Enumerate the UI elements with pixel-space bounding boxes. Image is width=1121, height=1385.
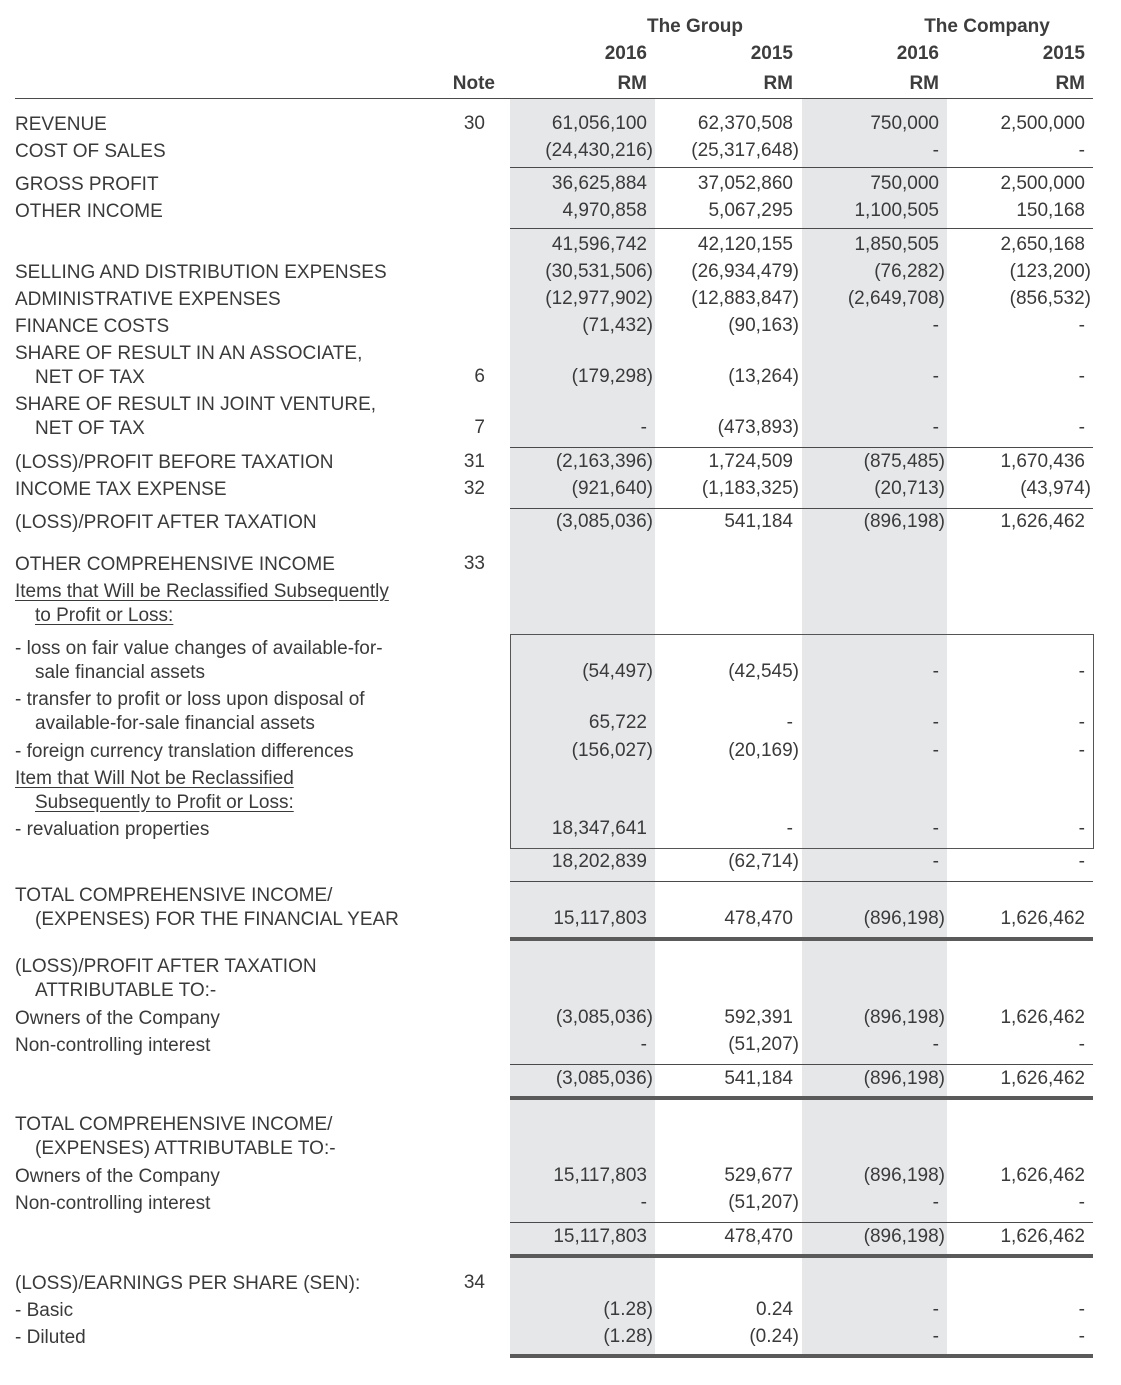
label-continuation: NET OF TAX <box>35 367 145 388</box>
label-line: TOTAL COMPREHENSIVE INCOME/ <box>15 1114 333 1135</box>
label-line: - revaluation properties <box>15 819 210 840</box>
company-2015-value: 1,626,462 <box>1000 908 1085 929</box>
total-double-rule <box>510 937 1093 941</box>
company-2016-value: 1,850,505 <box>854 234 939 255</box>
company-2016-value: - <box>932 1299 939 1320</box>
group-2015-value: (0.24) <box>749 1326 799 1347</box>
label-continuation: available-for-sale financial assets <box>35 713 315 734</box>
group-2015-value: - <box>786 818 793 839</box>
company-2016-value: (76,282) <box>874 261 945 282</box>
label-line: - transfer to profit or loss upon disposal of <box>15 689 365 710</box>
note-header: Note <box>452 73 495 94</box>
company-2015-value: 2,650,168 <box>1000 234 1085 255</box>
line-item-label <box>15 1034 210 1058</box>
company-2016-value: - <box>932 818 939 839</box>
group-2015-value: 541,184 <box>724 1068 793 1089</box>
company-2015-value: (856,532) <box>1009 288 1091 309</box>
line-item-label <box>15 580 389 628</box>
line-item-label <box>15 884 399 932</box>
group-2016-value: - <box>640 417 647 438</box>
label-continuation: Subsequently to Profit or Loss: <box>35 792 294 813</box>
company-2015-value: - <box>1078 140 1085 161</box>
line-item-label <box>15 511 317 535</box>
total-double-rule <box>510 1096 1093 1100</box>
label-line: (LOSS)/PROFIT AFTER TAXATION <box>15 956 317 977</box>
group-2015-value: (51,207) <box>728 1192 799 1213</box>
label-line: TOTAL COMPREHENSIVE INCOME/ <box>15 885 333 906</box>
group-2016-value: 65,722 <box>588 712 647 733</box>
group-2015-value: 541,184 <box>724 511 793 532</box>
line-item-label <box>15 1113 336 1161</box>
company-2015-value: - <box>1078 1192 1085 1213</box>
company-2015-value: (123,200) <box>1009 261 1091 282</box>
company-2016-value: (2,649,708) <box>847 288 945 309</box>
line-item-label <box>15 1007 220 1031</box>
company-2016-value: - <box>932 140 939 161</box>
label-line: - foreign currency translation differences <box>15 741 354 762</box>
line-item-label <box>15 1299 73 1323</box>
company-2016-value: (896,198) <box>863 511 945 532</box>
header-rule <box>15 98 1093 99</box>
currency-header: RM <box>617 73 647 94</box>
note-ref: 7 <box>474 417 485 438</box>
company-2016-value: - <box>932 1326 939 1347</box>
company-2015-value: 1,626,462 <box>1000 1226 1085 1247</box>
subtotal-rule <box>510 508 1093 509</box>
label-line: INCOME TAX EXPENSE <box>15 479 227 500</box>
group-2016-value: - <box>640 1034 647 1055</box>
line-item-label <box>15 1165 220 1189</box>
company-2016-value: (875,485) <box>863 451 945 472</box>
line-item-label <box>15 818 209 842</box>
subtotal-rule <box>510 881 1093 882</box>
company-2015-value: 1,670,436 <box>1000 451 1085 472</box>
company-2016-value: (896,198) <box>863 1007 945 1028</box>
company-2015-value: - <box>1078 315 1085 336</box>
group-2015-value: (20,169) <box>728 740 799 761</box>
company-2016-value: - <box>932 661 939 682</box>
company-2016-value: 750,000 <box>870 173 939 194</box>
company-2015-value: - <box>1078 740 1085 761</box>
group-2016-value: 15,117,803 <box>553 1226 647 1247</box>
group-2016-value: (3,085,036) <box>555 1007 653 1028</box>
note-ref: 6 <box>474 366 485 387</box>
group-2015-value: (473,893) <box>717 417 799 438</box>
currency-header: RM <box>763 73 793 94</box>
company-2016-value: - <box>932 315 939 336</box>
company-2015-value: 1,626,462 <box>1000 1068 1085 1089</box>
company-2015-value: - <box>1078 712 1085 733</box>
group-2016-value: 18,202,839 <box>551 851 647 872</box>
currency-header: RM <box>1055 73 1085 94</box>
line-item-label <box>15 140 166 164</box>
group-2015-value: 592,391 <box>724 1007 793 1028</box>
group-2016-value: (156,027) <box>571 740 653 761</box>
group-2015-value: 529,677 <box>724 1165 793 1186</box>
line-item-label <box>15 288 281 312</box>
company-2015-value: 1,626,462 <box>1000 511 1085 532</box>
company-2016-value: (896,198) <box>863 1165 945 1186</box>
label-line: SHARE OF RESULT IN JOINT VENTURE, <box>15 394 377 415</box>
line-item-label <box>15 767 294 815</box>
label-line: (LOSS)/EARNINGS PER SHARE (SEN): <box>15 1273 361 1294</box>
group-2016-value: (3,085,036) <box>555 1068 653 1089</box>
group-2016-value: 61,056,100 <box>551 113 647 134</box>
label-line: (LOSS)/PROFIT BEFORE TAXATION <box>15 452 334 473</box>
line-item-label <box>15 261 387 285</box>
company-header: The Company <box>924 16 1050 37</box>
note-ref: 32 <box>463 478 485 499</box>
label-line: ADMINISTRATIVE EXPENSES <box>15 289 281 310</box>
group-2015-value: 5,067,295 <box>708 200 793 221</box>
label-line: - loss on fair value changes of available-for- <box>15 638 383 659</box>
note-ref: 30 <box>463 113 485 134</box>
label-line: Items that Will be Reclassified Subsequently <box>15 581 389 602</box>
group-2015-value: (42,545) <box>728 661 799 682</box>
group-2016-value: (2,163,396) <box>555 451 653 472</box>
company-2015-value: - <box>1078 1326 1085 1347</box>
company-2015-value: 1,626,462 <box>1000 1165 1085 1186</box>
subtotal-rule <box>510 1064 1093 1065</box>
line-item-label <box>15 1192 210 1216</box>
label-continuation: sale financial assets <box>35 662 206 683</box>
label-continuation: ATTRIBUTABLE TO:- <box>35 980 217 1001</box>
line-item-label <box>15 1326 86 1350</box>
label-line: OTHER COMPREHENSIVE INCOME <box>15 554 335 575</box>
company-2016-value: - <box>932 712 939 733</box>
company-2015-value: - <box>1078 818 1085 839</box>
group-2016-value: 36,625,884 <box>551 173 647 194</box>
company-2015-value: 2,500,000 <box>1000 113 1085 134</box>
label-line: OTHER INCOME <box>15 201 163 222</box>
label-line: (LOSS)/PROFIT AFTER TAXATION <box>15 512 317 533</box>
group-2015-value: 42,120,155 <box>697 234 793 255</box>
company-2016-value: - <box>932 1034 939 1055</box>
company-2015-value: - <box>1078 851 1085 872</box>
company-2016-value: - <box>932 740 939 761</box>
label-line: Non-controlling interest <box>15 1035 211 1056</box>
company-2016-value: - <box>932 1192 939 1213</box>
group-2016-value: (179,298) <box>571 366 653 387</box>
line-item-label <box>15 393 376 441</box>
label-line: Item that Will Not be Reclassified <box>15 768 294 789</box>
group-2015-value: (12,883,847) <box>691 288 799 309</box>
label-line: FINANCE COSTS <box>15 316 170 337</box>
label-line: Owners of the Company <box>15 1166 220 1187</box>
line-item-label <box>15 173 159 197</box>
line-item-label <box>15 113 107 137</box>
group-2015-value: 478,470 <box>724 1226 793 1247</box>
company-2015-value: - <box>1078 1034 1085 1055</box>
year-header-company-2015: 2015 <box>1042 43 1085 64</box>
group-2015-value: (62,714) <box>728 851 799 872</box>
line-item-label <box>15 1272 360 1296</box>
company-2016-value: 1,100,505 <box>854 200 939 221</box>
label-line: COST OF SALES <box>15 141 166 162</box>
year-header-group-2015: 2015 <box>750 43 793 64</box>
company-2015-value: - <box>1078 366 1085 387</box>
company-2016-value: - <box>932 366 939 387</box>
company-2015-value: - <box>1078 417 1085 438</box>
label-line: GROSS PROFIT <box>15 174 159 195</box>
company-2016-value: (896,198) <box>863 1226 945 1247</box>
label-line: REVENUE <box>15 114 107 135</box>
group-2015-value: (13,264) <box>728 366 799 387</box>
line-item-label <box>15 553 335 577</box>
company-2016-value: (20,713) <box>874 478 945 499</box>
group-2016-value: 4,970,858 <box>562 200 647 221</box>
group-2016-value: - <box>640 1192 647 1213</box>
group-2016-value: (921,640) <box>571 478 653 499</box>
group-2016-value: 15,117,803 <box>553 908 647 929</box>
group-2016-value: (1.28) <box>603 1326 653 1347</box>
line-item-label <box>15 200 163 224</box>
line-item-label <box>15 955 317 1003</box>
company-2016-value: (896,198) <box>863 1068 945 1089</box>
label-continuation: NET OF TAX <box>35 418 145 439</box>
group-2016-value: (30,531,506) <box>545 261 653 282</box>
group-2015-value: 1,724,509 <box>708 451 793 472</box>
group-2016-value: (24,430,216) <box>545 140 653 161</box>
group-header: The Group <box>646 16 744 37</box>
group-2015-value: - <box>786 712 793 733</box>
line-item-label <box>15 740 354 764</box>
label-line: - Basic <box>15 1300 74 1321</box>
group-2016-value: (1.28) <box>603 1299 653 1320</box>
label-line: Non-controlling interest <box>15 1193 211 1214</box>
group-2016-value: (71,432) <box>582 315 653 336</box>
group-2016-value: (3,085,036) <box>555 511 653 532</box>
currency-header: RM <box>909 73 939 94</box>
line-item-label <box>15 451 333 475</box>
subtotal-rule <box>510 228 1093 229</box>
company-2015-value: - <box>1078 661 1085 682</box>
group-2015-value: (90,163) <box>728 315 799 336</box>
line-item-label <box>15 688 365 736</box>
subtotal-rule <box>510 167 1093 168</box>
note-ref: 34 <box>463 1272 485 1293</box>
group-2015-value: 0.24 <box>756 1299 793 1320</box>
label-line: Owners of the Company <box>15 1008 220 1029</box>
label-line: SHARE OF RESULT IN AN ASSOCIATE, <box>15 343 363 364</box>
company-2015-value: 150,168 <box>1016 200 1085 221</box>
label-continuation: (EXPENSES) ATTRIBUTABLE TO:- <box>35 1138 336 1159</box>
total-double-rule <box>510 1354 1093 1358</box>
line-item-label <box>15 315 169 339</box>
label-line: SELLING AND DISTRIBUTION EXPENSES <box>15 262 387 283</box>
label-line: - Diluted <box>15 1327 86 1348</box>
subtotal-rule <box>510 447 1093 448</box>
line-item-label <box>15 637 383 685</box>
group-2015-value: 37,052,860 <box>697 173 793 194</box>
note-ref: 31 <box>463 451 485 472</box>
company-2015-value: 2,500,000 <box>1000 173 1085 194</box>
company-2016-value: (896,198) <box>863 908 945 929</box>
group-2016-value: (12,977,902) <box>545 288 653 309</box>
group-2015-value: (25,317,648) <box>691 140 799 161</box>
label-continuation: (EXPENSES) FOR THE FINANCIAL YEAR <box>35 909 399 930</box>
group-2016-value: 15,117,803 <box>553 1165 647 1186</box>
note-ref: 33 <box>463 553 485 574</box>
line-item-label <box>15 478 227 502</box>
group-2016-value: 18,347,641 <box>551 818 647 839</box>
group-2015-value: 478,470 <box>724 908 793 929</box>
group-2016-value: (54,497) <box>582 661 653 682</box>
line-item-label <box>15 342 362 390</box>
company-2016-value: - <box>932 417 939 438</box>
year-header-group-2016: 2016 <box>604 43 647 64</box>
group-2015-value: 62,370,508 <box>697 113 793 134</box>
company-2015-value: (43,974) <box>1020 478 1091 499</box>
group-2015-value: (26,934,479) <box>691 261 799 282</box>
subtotal-rule <box>510 1222 1093 1223</box>
group-2015-value: (51,207) <box>728 1034 799 1055</box>
year-header-company-2016: 2016 <box>896 43 939 64</box>
company-2016-value: - <box>932 851 939 872</box>
group-2015-value: (1,183,325) <box>701 478 799 499</box>
company-2015-value: 1,626,462 <box>1000 1007 1085 1028</box>
label-continuation: to Profit or Loss: <box>35 605 174 626</box>
company-2015-value: - <box>1078 1299 1085 1320</box>
company-2016-value: 750,000 <box>870 113 939 134</box>
total-double-rule <box>510 1254 1093 1258</box>
group-2016-value: 41,596,742 <box>551 234 647 255</box>
